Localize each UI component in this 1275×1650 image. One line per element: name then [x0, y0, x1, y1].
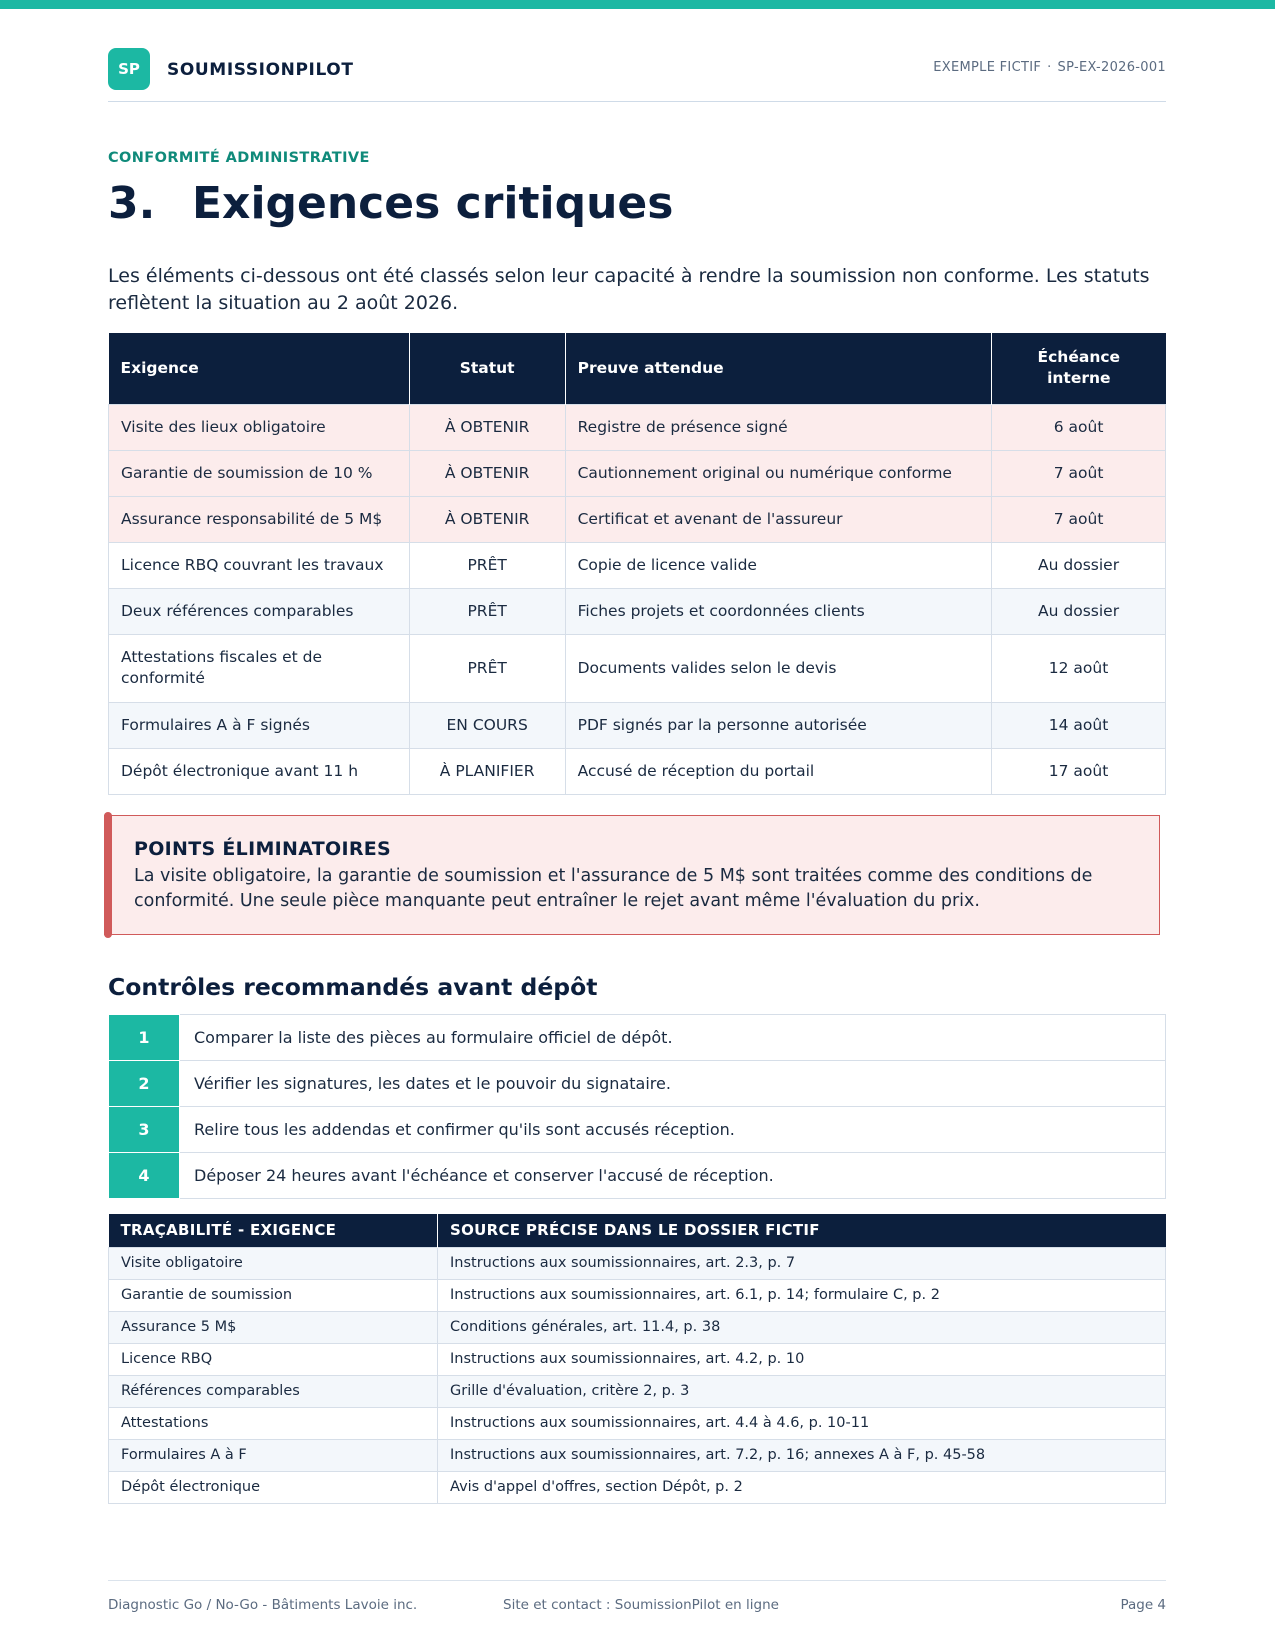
doc-label: EXEMPLE FICTIF	[933, 60, 1042, 75]
top-accent-bar	[0, 0, 1275, 9]
requirements-header-row	[109, 333, 1166, 404]
cell-preuve: Documents valides selon le devis	[565, 634, 992, 702]
brand-name: SOUMISSIONPILOT	[167, 60, 354, 80]
alert-text: La visite obligatoire, la garantie de soumission et l'assurance de 5 M$ sont traitées comme des conditions de conformité. Une seule pièce manquante peut entraîner le rejet avant même l'évaluation du prix.	[134, 866, 1093, 911]
document-reference	[933, 60, 1166, 75]
step-text: Déposer 24 heures avant l'échéance et conserver l'accusé de réception.	[180, 1153, 1166, 1199]
col-header-echeance: Échéance interne	[992, 333, 1166, 404]
cell-preuve: Registre de présence signé	[565, 404, 992, 450]
footer-contact: Site et contact : SoumissionPilot en ligne	[503, 1597, 779, 1613]
cell-echeance: 7 août	[992, 496, 1166, 542]
trace-exigence: Licence RBQ	[109, 1343, 438, 1375]
cell-exigence: Attestations fiscales et de conformité	[109, 634, 410, 702]
page-number: Page 4	[1120, 1597, 1166, 1613]
col-header-exigence: Exigence	[109, 333, 410, 404]
col-header-trace-source: SOURCE PRÉCISE DANS LE DOSSIER FICTIF	[438, 1214, 1166, 1247]
step-text: Relire tous les addendas et confirmer qu'ils sont accusés réception.	[180, 1107, 1166, 1153]
trace-source: Instructions aux soumissionnaires, art. 4.4 à 4.6, p. 10-11	[438, 1407, 1166, 1439]
status-badge: PRÊT	[409, 634, 565, 702]
table-row	[109, 1343, 1166, 1375]
status-badge: À OBTENIR	[409, 450, 565, 496]
cell-exigence: Dépôt électronique avant 11 h	[109, 748, 410, 794]
doc-id: SP-EX-2026-001	[1057, 60, 1166, 75]
trace-exigence: Formulaires A à F	[109, 1439, 438, 1471]
step-number: 2	[109, 1061, 180, 1107]
cell-preuve: Cautionnement original ou numérique conforme	[565, 450, 992, 496]
trace-source: Instructions aux soumissionnaires, art. 4.2, p. 10	[438, 1343, 1166, 1375]
table-row	[109, 542, 1166, 588]
trace-exigence: Visite obligatoire	[109, 1247, 438, 1279]
step-number: 1	[109, 1015, 180, 1061]
footer-document-title: Diagnostic Go / No-Go - Bâtiments Lavoie inc.	[108, 1597, 418, 1613]
eliminatory-alert-box	[104, 815, 1160, 935]
col-header-trace-exigence: TRAÇABILITÉ - EXIGENCE	[109, 1214, 438, 1247]
section-title: Exigences critiques	[192, 178, 674, 229]
alert-accent-bar	[104, 812, 112, 938]
cell-echeance: 7 août	[992, 450, 1166, 496]
table-row	[109, 1407, 1166, 1439]
cell-preuve: Fiches projets et coordonnées clients	[565, 588, 992, 634]
doc-ref-separator: ·	[1047, 60, 1052, 75]
cell-exigence: Deux références comparables	[109, 588, 410, 634]
cell-exigence: Licence RBQ couvrant les travaux	[109, 542, 410, 588]
page-title	[108, 178, 673, 229]
traceability-header-row	[109, 1214, 1166, 1247]
table-row	[109, 450, 1166, 496]
table-row	[109, 702, 1166, 748]
list-item	[109, 1153, 1166, 1199]
col-header-statut: Statut	[409, 333, 565, 404]
table-row	[109, 1439, 1166, 1471]
alert-title: POINTS ÉLIMINATOIRES	[134, 838, 392, 860]
list-item	[109, 1015, 1166, 1061]
trace-exigence: Attestations	[109, 1407, 438, 1439]
controls-list	[108, 1014, 1166, 1199]
step-text: Comparer la liste des pièces au formulaire officiel de dépôt.	[180, 1015, 1166, 1061]
cell-preuve: Certificat et avenant de l'assureur	[565, 496, 992, 542]
cell-exigence: Formulaires A à F signés	[109, 702, 410, 748]
cell-exigence: Assurance responsabilité de 5 M$	[109, 496, 410, 542]
trace-source: Avis d'appel d'offres, section Dépôt, p. 2	[438, 1471, 1166, 1503]
cell-exigence: Garantie de soumission de 10 %	[109, 450, 410, 496]
cell-echeance: 6 août	[992, 404, 1166, 450]
table-row	[109, 404, 1166, 450]
cell-echeance: 14 août	[992, 702, 1166, 748]
status-badge: PRÊT	[409, 588, 565, 634]
cell-echeance: Au dossier	[992, 588, 1166, 634]
page-footer	[108, 1580, 1166, 1620]
cell-preuve: PDF signés par la personne autorisée	[565, 702, 992, 748]
list-item	[109, 1107, 1166, 1153]
cell-preuve: Copie de licence valide	[565, 542, 992, 588]
section-kicker: CONFORMITÉ ADMINISTRATIVE	[108, 150, 370, 166]
table-row	[109, 1247, 1166, 1279]
page-header	[108, 48, 1166, 102]
section-number: 3.	[108, 178, 156, 229]
col-header-preuve: Preuve attendue	[565, 333, 992, 404]
list-item	[109, 1061, 1166, 1107]
table-row	[109, 1375, 1166, 1407]
trace-source: Grille d'évaluation, critère 2, p. 3	[438, 1375, 1166, 1407]
trace-exigence: Garantie de soumission	[109, 1279, 438, 1311]
intro-paragraph: Les éléments ci-dessous ont été classés selon leur capacité à rendre la soumission non conforme. Les statuts reflètent la situation au 2 août 2026.	[108, 265, 1150, 314]
status-badge: EN COURS	[409, 702, 565, 748]
status-badge: PRÊT	[409, 542, 565, 588]
brand-logo: SP	[108, 48, 150, 90]
table-row	[109, 1471, 1166, 1503]
trace-exigence: Assurance 5 M$	[109, 1311, 438, 1343]
trace-exigence: Dépôt électronique	[109, 1471, 438, 1503]
table-row	[109, 748, 1166, 794]
status-badge: À OBTENIR	[409, 496, 565, 542]
trace-exigence: Références comparables	[109, 1375, 438, 1407]
status-badge: À PLANIFIER	[409, 748, 565, 794]
step-text: Vérifier les signatures, les dates et le pouvoir du signataire.	[180, 1061, 1166, 1107]
status-badge: À OBTENIR	[409, 404, 565, 450]
table-row	[109, 634, 1166, 702]
step-number: 4	[109, 1153, 180, 1199]
table-row	[109, 588, 1166, 634]
trace-source: Conditions générales, art. 11.4, p. 38	[438, 1311, 1166, 1343]
cell-echeance: 12 août	[992, 634, 1166, 702]
requirements-table	[108, 333, 1166, 795]
trace-source: Instructions aux soumissionnaires, art. 6.1, p. 14; formulaire C, p. 2	[438, 1279, 1166, 1311]
table-row	[109, 496, 1166, 542]
cell-preuve: Accusé de réception du portail	[565, 748, 992, 794]
controls-heading: Contrôles recommandés avant dépôt	[108, 973, 598, 1001]
trace-source: Instructions aux soumissionnaires, art. 7.2, p. 16; annexes A à F, p. 45-58	[438, 1439, 1166, 1471]
traceability-table	[108, 1214, 1166, 1504]
cell-echeance: Au dossier	[992, 542, 1166, 588]
table-row	[109, 1279, 1166, 1311]
table-row	[109, 1311, 1166, 1343]
cell-echeance: 17 août	[992, 748, 1166, 794]
step-number: 3	[109, 1107, 180, 1153]
trace-source: Instructions aux soumissionnaires, art. 2.3, p. 7	[438, 1247, 1166, 1279]
cell-exigence: Visite des lieux obligatoire	[109, 404, 410, 450]
